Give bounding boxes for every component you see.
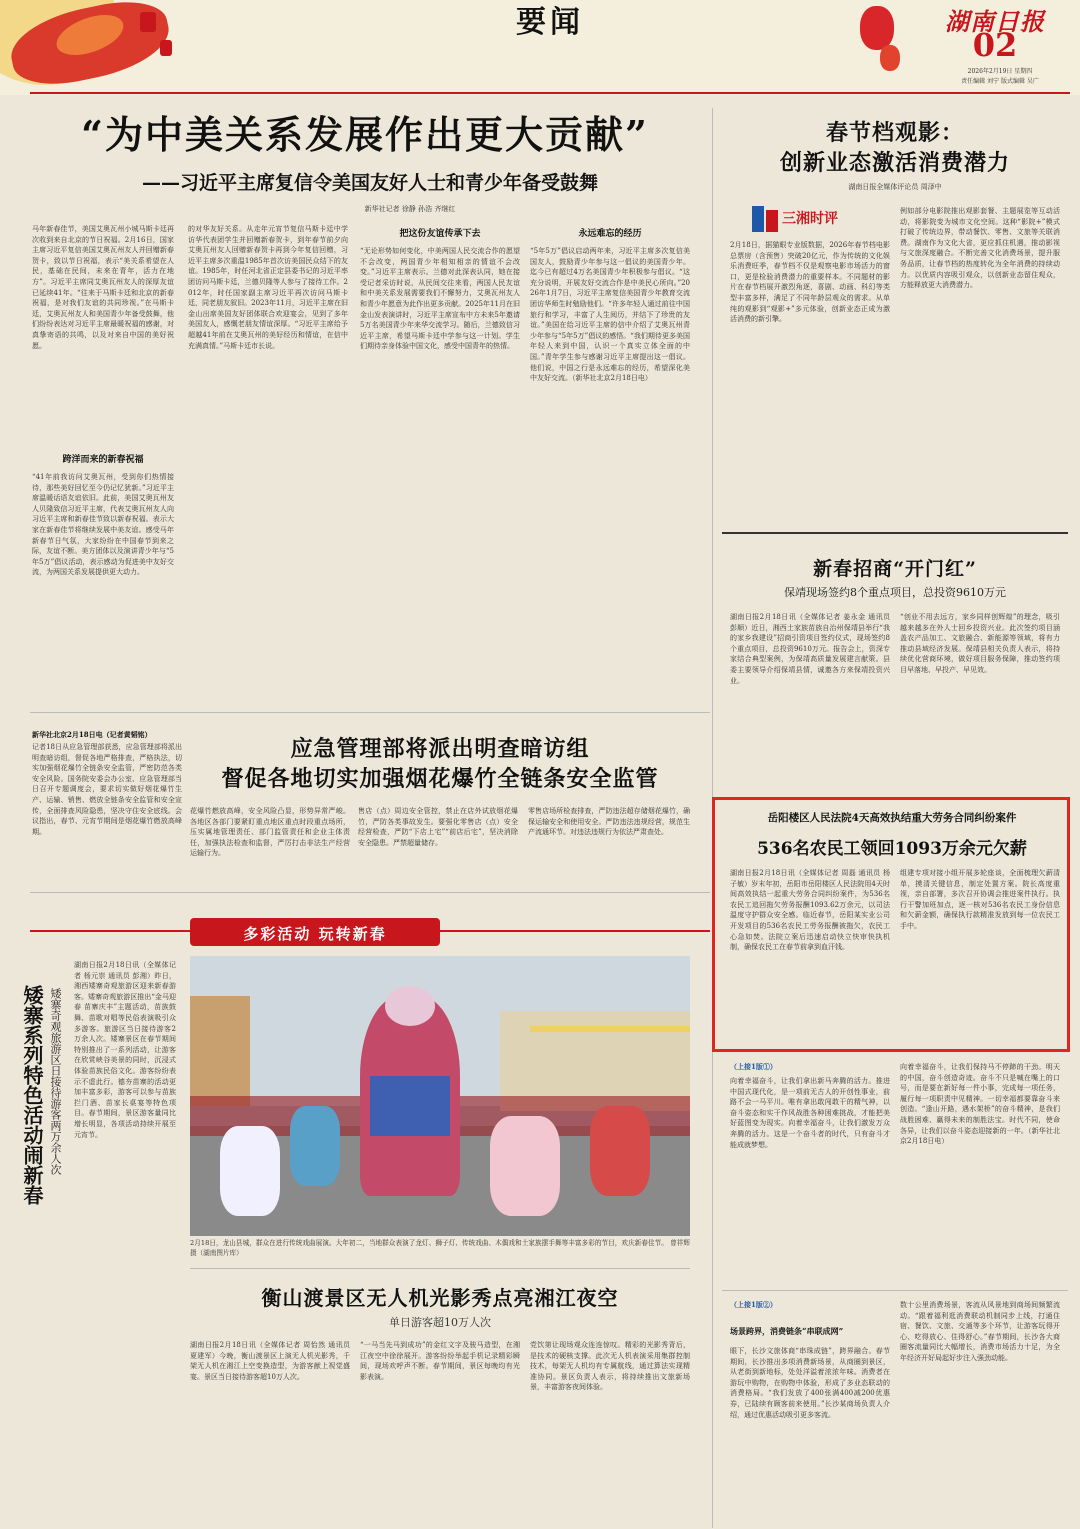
migrant-headline-1: 岳阳楼区人民法院4天高效执结重大劳务合同纠纷案件: [767, 812, 1017, 824]
box-office-headline-2: 创新业态激活消费潜力: [779, 150, 1010, 176]
emergency-col2: 花爆竹燃放高峰，安全风险凸显，形势异常严峻。各地区各部门要紧盯重点地区重点时段重点场所，压实属地管理责任、部门监管责任和企业主体责任，加强执法检查和监督，严厉打击非法生产经营运输行为。: [190, 807, 350, 858]
hengshan-headline: 衡山渡景区无人机光影秀点亮湘江夜空: [261, 1286, 619, 1310]
emergency-col1: 记者18日从应急管理部获悉，应急管理部将派出明查暗访组，督促各地严格排查，严格执法，切实加强烟花爆竹全链条安全监管，严密防范各类安全风险。国务院安委会办公室、应急管理部当日召开专题调度会，要求切实做好烟花爆竹生产、运输、销售、燃放全链条安全监管和安全宣传，全面排查风险隐患，坚决守住安全底线。会议指出，春节、元宵节期间是烟花爆竹燃放高峰期。: [32, 743, 182, 836]
section-divider: [190, 1268, 690, 1269]
hengshan-subhead: 单日游客超10万人次: [389, 1316, 491, 1329]
guzhang-body: 湖南日报2月18日讯（全媒体记者 杨元崇 通讯员 彭湘）昨日，湘西矮寨奇观旅游区迎来新春游客。矮寨奇观旅游区推出“金马迎春 苗寨庆丰”主题活动，苗族鼓舞、苗歌对唱等民俗表演吸引众多游客。旅游区当日接待游客2万余人次。矮寨景区在春节期间特别推出了一系列活动，让游客在欣赏峡谷美景的同时，沉浸式体验苗族民俗文化。游客纷纷表示不虚此行。德夯苗寨的活动更加丰富多彩，游客可以参与苗族拦门酒、苗家长桌宴等特色项目。春节期间，景区游客量同比增长明显，各项活动持续开展至元宵节。: [74, 961, 176, 1139]
box-office-headline-1: 春节档观影：: [825, 120, 964, 146]
investment-headline: 新春招商“开门红”: [813, 558, 977, 580]
emergency-col3: 售店（点）周边安全管控，禁止在店外试放烟花爆竹，严防各类事故发生。要强化零售店（点）安全经营检查，严防“下店上宅”“前店后宅”，坚决消除安全隐患。严禁超量储存。: [358, 807, 518, 847]
lead-col3: “无论形势如何变化，中美两国人民交流合作的愿望不会改变，两国青少年相知相亲的情谊不会改变。”习近平主席表示。兰德对此深表认同，她在接受记者采访时说，从民间交往来看，两国人民友谊和中美关系发展需要我们不懈努力，艾奥瓦州友人和青少年愿意为此作出更多贡献。2025年11月在旧金山发表演讲时，习近平主席宣布中方未来5年邀请5万名美国青少年来华交流学习。随后，兰德致信习近平主席，希望马斯卡廷中学参与这一计划。学生们期待亲身体验中国文化，感受中国青年的热情。: [360, 247, 520, 351]
lead-col1-subhead: 跨洋而来的新春祝福: [62, 455, 144, 465]
lead-headline: “为中美关系发展作出更大贡献”: [81, 112, 649, 157]
box-office-byline: 湖南日报全媒体评论员 周泽中: [848, 183, 942, 191]
horse-decoration: [0, 0, 190, 92]
section-divider: [30, 892, 710, 893]
box-office-col2: 例如部分电影院推出观影套餐、主题展览等互动活动，将影院变为城市文化空间。这种“影院+”模式打破了传统边界，带动餐饮、零售、文旅等关联消费。湖南作为文化大省，更应抓住机遇，推动影视与文旅深度融合。不断完善文化消费场景，提升服务品质，让春节档的热度转化为全年消费的持续动力。以优质内容吸引观众，以创新业态留住观众，方能释放更大消费潜力。: [900, 207, 1060, 290]
section-divider: [722, 1290, 1068, 1291]
column-logo: [752, 206, 778, 232]
migrant-col2: 组建专项对接小组开展多轮座谈，全面梳理欠薪清单，摸清关键信息，制定处置方案。院长高度重视，亲自部署，多次召开协调会推进案件执行。执行干警加班加点，逐一核对536名农民工身份信息和欠薪金额，确保执行款精准发放到每一位农民工手中。: [900, 869, 1060, 930]
guzhang-vertical-headline: 矮寨系列特色活动闹新春: [20, 985, 44, 1205]
lead-col1: 马年新春佳节，美国艾奥瓦州小城马斯卡廷再次收到来自北京的节日祝福。2月16日，国家主席习近平复信美国艾奥瓦州友人并回赠新春贺卡，致以节日祝福，表示“美关系希望在人民，基础在民间，未来在青年，活力在地方”。习近平主席同艾奥瓦州友人的深厚友谊已延续41年。“往来于马斯卡廷和北京的新春祝福，是对我们友谊的共同珍视。”在马斯卡廷，艾奥瓦州友人和美国青少年备受鼓舞，他们纷纷表达对习近平主席最暖祝福的感谢，对真挚寄语的共鸣，以及对来自中国的美好祝愿。: [32, 225, 174, 350]
lead-subhead: ——习近平主席复信令美国友好人士和青少年备受鼓舞: [141, 172, 598, 194]
masthead: [0, 0, 1080, 95]
section-divider: [30, 712, 710, 713]
lead-col1b: “41年前我访问艾奥瓦州，受到你们热情接待，那些美好回忆至今仍记忆犹新。”习近平主席温暖话语友谊依旧。此前，美国艾奥瓦州友人贝隆致信习近平主席，代表艾奥瓦州友人向习近平主席和新春佳节致以新春祝福。表示大家在新春佳节将继续发展中美友谊。感受马年新春节日气氛，大家纷纷在中国春节到来之际，友谊不断。美方团体以及演讲青少年与“5年5万”倡议活动，表示感动为促进美中友好交流，为两国关系发展提供更大动力。: [32, 473, 174, 577]
investment-subhead: 保靖现场签约8个重点项目，总投资9610万元: [784, 586, 1006, 599]
guzhang-vertical-subhead: 矮寨奇观旅游区日接待游客两万余人次: [49, 988, 62, 1175]
lantern-decoration: [880, 45, 900, 71]
hengshan-col1: 湖南日报2月18日讯（全媒体记者 周怡然 通讯员 夏建军）今晚，衡山渡景区上演无人机光影秀，千架无人机在湘江上空变换造型，为游客献上视觉盛宴。景区当日接待游客超10万人次。: [190, 1341, 350, 1381]
editors-line: 责任编辑 刘宁 版式编辑 吴广: [961, 78, 1039, 85]
hengshan-col2: “一马当先马到成功”的金红文字及骏马造型，在湘江夜空中徐徐展开。游客纷纷举起手机记录精彩瞬间，现场欢呼声不断。春节期间，景区每晚均有光影表演。: [360, 1341, 520, 1381]
jump2-label: （上接1版②）: [730, 1300, 777, 1309]
jump1-label: （上接1版①）: [730, 1062, 777, 1071]
paper-logo: 湖南日报: [945, 7, 1045, 36]
lead-col2: 的对华友好关系。从走年元宵节复信马斯卡廷中学访华代表团学生并回赠新春贺卡，到年春节前夕向艾奥瓦州友人回赠新春贺卡再到今年复信回赠，习近平主席多次重温1985年首次访美国民众结下的友谊。1985年，时任河北省正定县委书记的习近平率团访问马斯卡廷，兰德贝隆等人参与了接待工作。2012年，时任国家副主席习近平再次访问马斯卡廷，同老朋友叙旧。2023年11月，习近平主席在旧金山出席美国友好团体联合欢迎宴会，见到了多年美国友人，感慨老朋友情谊深厚。“习近平主席给予超越41年前在艾奥瓦州的美好经历和情谊，在信中充满真情。”马斯卡廷市长说。: [188, 225, 348, 350]
masthead-rule: [30, 92, 1070, 94]
emergency-col4: 零售店场所检查排查，严防违法超存储烟花爆竹，确保运输安全和使用安全。严防违法违规经营，规范生产流通环节。对违法违规行为依法严肃查处。: [528, 807, 690, 837]
date-line: 2026年2月19日 星期四: [967, 68, 1033, 75]
jump1-col1: 向着幸福奋斗，让我们拿出新马奔腾的活力。推进中国式现代化，是一项前无古人的开创性事业，前路不会一马平川。唯有拿出敢闯敢干的精气神，以奋斗姿态和实干作风战胜各种困难挑战，才能把美好蓝图变为现实。向着幸福奋斗，让我们激发万众奔腾的活力。这是一个奋斗者的时代，只有奋斗才能成就梦想。: [730, 1077, 890, 1149]
migrant-col1: 湖南日报2月18日讯（全媒体记者 周磊 通讯员 杨子敏）岁末年初，岳阳市岳阳楼区人民法院用4天时间高效执结一起重大劳务合同纠纷案件，为536名农民工追回拖欠劳务报酬1093.62万余元，以司法温度守护群众安全感。临近春节，岳阳某实业公司开发项目的536名农民工劳务报酬被拖欠，农民工心急如焚。法院立案后迅速启动快立快审快执机制，确保农民工在春节前拿到血汗钱。: [730, 869, 890, 952]
jump2-col1: 眼下，长沙文旅体商“串珠成链”，跨界融合。春节期间，长沙推出多项消费新场景，从商圈到景区，从老街到新地标，处处洋溢着浓浓年味。消费者在游玩中购物，在购物中体验，形成了多业态联动的消费格局。“我们发放了400张满400减200优惠券，已陆续有顾客前来使用。”长沙某商场负责人介绍，通过优惠活动吸引更多客流。: [730, 1347, 890, 1419]
migrant-headline-2: 536名农民工领回1093万余元欠薪: [757, 839, 1027, 859]
box-office-col1: 2月18日，据猫眼专业版数据，2026年春节档电影总票房（含预售）突破20亿元，作为传统的文化娱乐消费旺季，春节档不仅是观察电影市场活力的窗口，更是检验消费潜力的重要样本。不同题材的影片在春节档展开激烈角逐，喜剧、动画、科幻等类型丰富多样，满足了不同年龄层观众的需求。从单纯的观影到“观影+”多元体验，创新业态正成为激活消费的新引擎。: [730, 241, 890, 324]
lead-col4: “5年5万”倡议启动两年来，习近平主席多次复信美国友人，鼓励青少年参与这一倡议的美国青少年。迄今已有超过4万名美国青少年积极参与倡议。“这充分说明，开展友好交流合作是中美民心所向。”2026年1月7日，习近平主席复信美国青少年教育交流团访华师生时勉励他们。“许多年轻人通过前往中国旅行和学习，丰富了人生阅历，并结下了珍贵的友谊。”美国在给习近平主席的信中介绍了艾奥瓦州青少年参与“5年5万”倡议的感悟。“我们期待更多美国年轻人来到中国，认识一个真实立体全面的中国。”青年学生参与感谢习近平主席提出这一倡议。他们说，中国之行是永远难忘的经历，希望深化美中友好交流。（新华社北京2月18日电）: [530, 247, 690, 383]
lantern-decoration: [860, 6, 894, 50]
investment-col1: 湖南日报2月18日讯（全媒体记者 姜永金 通讯员 彭顺）近日，湘西土家族苗族自治州保靖县举行“我的家乡我建设”招商引资项目签约仪式，现场签约8个重点项目，总投资9610万元。报告会上，资深专家结合典型案例，为保靖高质量发展建言献策。县委主要领导介绍保靖县情，诚邀各方来保靖投资兴业。: [730, 613, 890, 685]
section-title: 要闻: [516, 5, 584, 40]
emergency-dateline: 新华社北京2月18日电（记者黄韬铭）: [32, 730, 152, 739]
festival-photo-caption: 2月18日，龙山县城，群众在进行传统戏曲展演。大年初二，当地群众表演了龙灯、狮子灯、传统戏曲、木偶戏和土家族摆手舞等丰富多彩的节目，欢庆新春佳节。 曾祥辉 摄（湖南图片库）: [190, 1239, 690, 1257]
column-logo-text: 三湘时评: [782, 211, 838, 227]
lead-col4-subhead: 永远难忘的经历: [578, 229, 642, 239]
section-divider: [722, 532, 1068, 534]
lead-byline: 新华社记者 徐静 孙浩 齐继红: [364, 205, 456, 213]
emergency-headline-2: 督促各地切实加强烟花爆竹全链条安全监管: [221, 766, 659, 792]
hengshan-col3: 党饮第让现场观众连连惊叹。精彩的光影秀背后，是技术的硬核支撑。此次无人机表演采用集群控制技术，每架无人机均有专属航线，通过算法实现精准协同。景区负责人表示，将持续推出文旅新场景，丰富游客夜间体验。: [530, 1341, 690, 1392]
emergency-headline-1: 应急管理部将派出明查暗访组: [290, 736, 590, 762]
investment-col2: “创业不用去远方，家乡同样创辉煌”的理念，吸引越来越多在外人士回乡投资兴业。此次签约项目涵盖农产品加工、文旅融合、新能源等领域，将有力推动县域经济发展。保靖县相关负责人表示，将持续优化营商环境，做好项目服务保障，推动签约项目早落地、早投产、早见效。: [900, 613, 1060, 674]
lead-col3-subhead: 把这份友谊传承下去: [399, 229, 481, 239]
festival-banner-label: 多彩活动 玩转新春: [243, 925, 387, 943]
festival-photo: [190, 956, 690, 1236]
jump1-col2: 向着幸福奋斗，让我们保持马不停蹄的干劲。明天的中国，奋斗创造奇迹。奋斗不只是喊在嘴上的口号，而是要在新好每一件小事，完成每一项任务，履行每一项职责中见精神。一切幸福都要靠奋斗来创造。“逢山开路，遇水架桥”的奋斗精神，是我们战胜困难、赢得未来的制胜法宝。时代不同，使命各异，让我们以奋斗姿态迎接新的一年。（新华社北京2月18日电）: [900, 1063, 1060, 1146]
page-number: 02: [972, 26, 1018, 64]
jump2-col2: 数十公里消费场景，客流从风景地到商场间频繁流动。“跟着福利逛消费联动机制同步上线，打通住宿、餐饮、文旅、交通等多个环节，让游客玩得开心、吃得放心、住得舒心。”春节期间，长沙各大商圈客流量同比大幅增长，消费市场活力十足，为全年经济开好局起好步注入强劲动能。: [900, 1301, 1060, 1362]
jump2-subhead: 场景跨界，消费链条“串联成网”: [730, 1326, 844, 1336]
